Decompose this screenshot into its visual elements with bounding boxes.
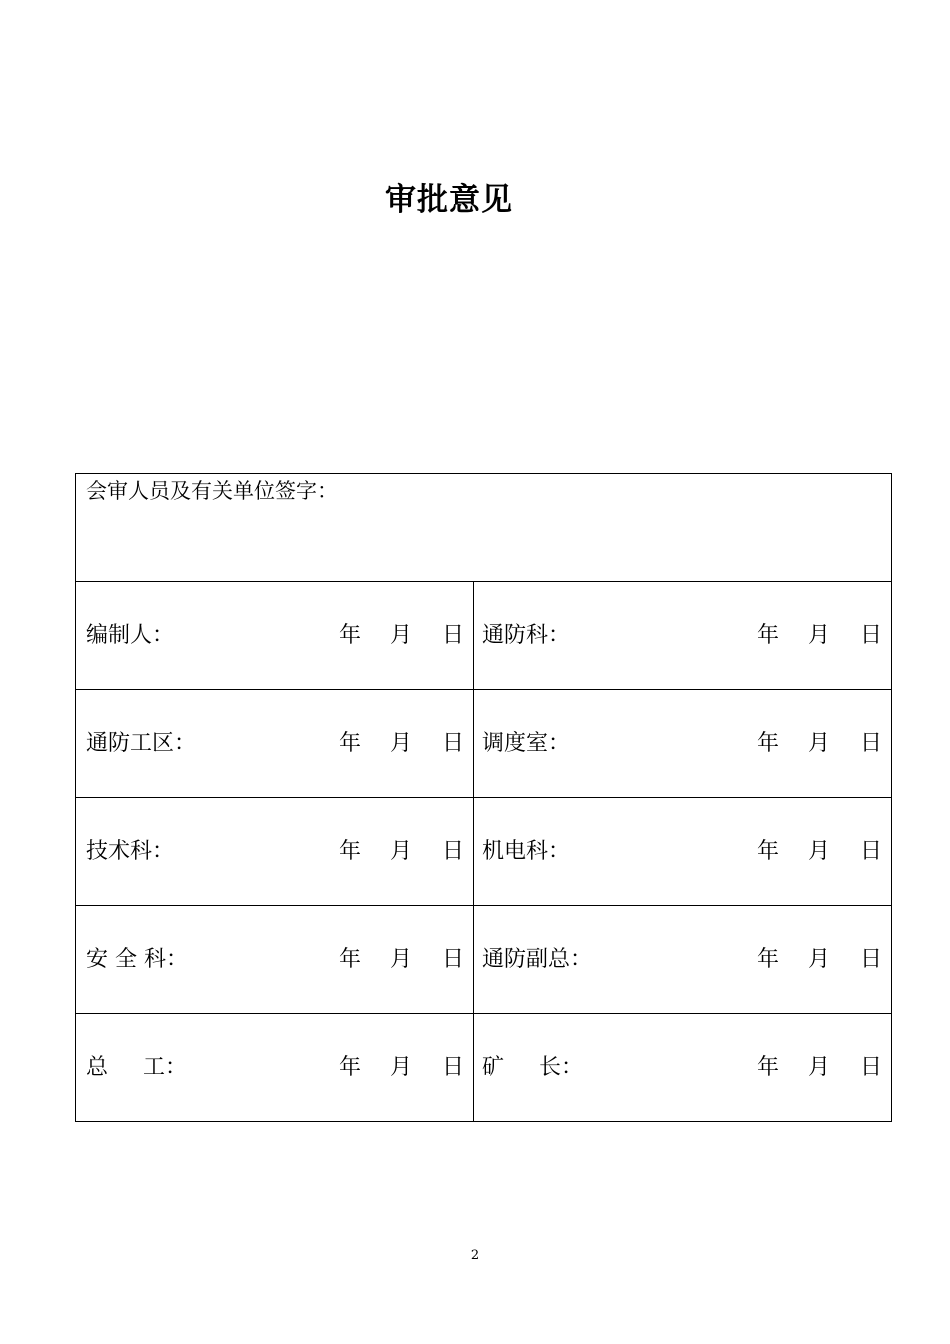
date-day-label: 日 [860, 1054, 883, 1080]
date-day-label: 日 [442, 1054, 465, 1080]
compiler-signature-cell [76, 582, 474, 690]
ventilation-dept-signature-cell [474, 582, 892, 690]
date-day-label: 日 [860, 946, 883, 972]
date-day-label: 日 [860, 622, 883, 648]
date-year-label: 年 [339, 730, 362, 756]
signature-label: 矿 长： [482, 1054, 583, 1080]
signature-label: 通防科： [482, 622, 571, 648]
date-month-label: 月 [390, 1054, 413, 1080]
safety-dept-signature-cell [76, 906, 474, 1014]
date-year-label: 年 [757, 1054, 780, 1080]
signature-label: 编制人： [86, 622, 175, 648]
page-number: 2 [470, 1248, 480, 1263]
date-day-label: 日 [442, 730, 465, 756]
date-month-label: 月 [390, 730, 413, 756]
chief-engineer-signature-cell [76, 1014, 474, 1122]
date-day-label: 日 [860, 838, 883, 864]
date-day-label: 日 [442, 946, 465, 972]
page-title: 审批意见 [385, 182, 513, 218]
signature-label: 通防副总： [482, 946, 593, 972]
date-day-label: 日 [442, 622, 465, 648]
date-year-label: 年 [339, 1054, 362, 1080]
date-month-label: 月 [390, 622, 413, 648]
signature-label: 安 全 科： [86, 946, 188, 972]
reviewer-signature-label: 会审人员及有关单位签字： [86, 479, 338, 503]
date-year-label: 年 [757, 946, 780, 972]
date-year-label: 年 [339, 622, 362, 648]
date-month-label: 月 [390, 838, 413, 864]
date-year-label: 年 [757, 730, 780, 756]
technical-dept-signature-cell [76, 798, 474, 906]
dispatch-room-signature-cell [474, 690, 892, 798]
reviewer-signature-cell [76, 474, 892, 582]
date-month-label: 月 [808, 622, 831, 648]
date-month-label: 月 [390, 946, 413, 972]
date-month-label: 月 [808, 838, 831, 864]
date-month-label: 月 [808, 1054, 831, 1080]
signature-label: 调度室： [482, 730, 571, 756]
date-day-label: 日 [860, 730, 883, 756]
date-year-label: 年 [757, 622, 780, 648]
signature-label: 总 工： [86, 1054, 187, 1080]
ventilation-area-signature-cell [76, 690, 474, 798]
signature-label: 机电科： [482, 838, 571, 864]
electromechanical-dept-signature-cell [474, 798, 892, 906]
date-month-label: 月 [808, 730, 831, 756]
ventilation-deputy-chief-signature-cell [474, 906, 892, 1014]
approval-table [75, 473, 892, 1122]
signature-label: 通防工区： [86, 730, 197, 756]
date-day-label: 日 [442, 838, 465, 864]
signature-label: 技术科： [86, 838, 175, 864]
date-year-label: 年 [339, 838, 362, 864]
date-month-label: 月 [808, 946, 831, 972]
date-year-label: 年 [757, 838, 780, 864]
mine-director-signature-cell [474, 1014, 892, 1122]
date-year-label: 年 [339, 946, 362, 972]
